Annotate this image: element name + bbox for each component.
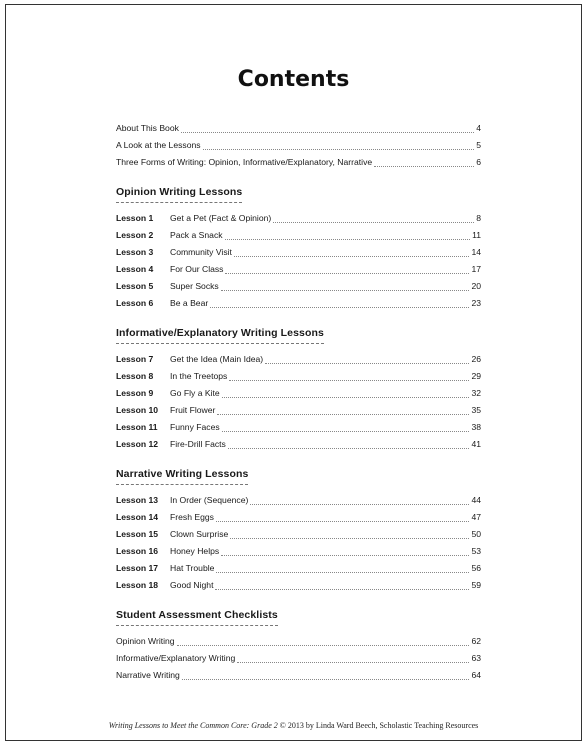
lesson-number: Lesson 14 bbox=[116, 512, 159, 522]
lesson-number: Lesson 2 bbox=[116, 230, 154, 240]
toc-entry bbox=[116, 154, 481, 171]
lesson-number: Lesson 15 bbox=[116, 529, 159, 539]
page-number: 11 bbox=[472, 230, 481, 240]
page-number: 47 bbox=[471, 512, 481, 522]
section-heading: Opinion Writing Lessons bbox=[116, 186, 242, 203]
footer-copyright: © 2013 by Linda Ward Beech, Scholastic Teaching Resources bbox=[279, 721, 479, 730]
toc-entry bbox=[116, 368, 481, 385]
toc-entry bbox=[116, 120, 481, 137]
toc-entry bbox=[116, 577, 481, 594]
lesson-number: Lesson 9 bbox=[116, 388, 154, 398]
toc-section bbox=[116, 464, 481, 594]
page-number: 53 bbox=[471, 546, 481, 556]
lesson-number: Lesson 17 bbox=[116, 563, 159, 573]
toc-entry bbox=[116, 650, 481, 667]
lesson-number: Lesson 6 bbox=[116, 298, 154, 308]
lesson-number: Lesson 3 bbox=[116, 247, 154, 257]
footer-book-title: Writing Lessons to Meet the Common Core: Grade 2 bbox=[108, 721, 278, 730]
entry-title: Opinion Writing bbox=[116, 636, 175, 646]
toc-section bbox=[116, 605, 481, 684]
toc-entry bbox=[116, 543, 481, 560]
page-number: 23 bbox=[471, 298, 481, 308]
entry-title: Narrative Writing bbox=[116, 670, 180, 680]
toc-entry bbox=[116, 633, 481, 650]
entry-title: Informative/Explanatory Writing bbox=[116, 653, 236, 663]
entry-title: Fruit Flower bbox=[170, 405, 216, 415]
page-number: 20 bbox=[471, 281, 481, 291]
dot-leader bbox=[177, 645, 470, 646]
toc-entry bbox=[116, 261, 481, 278]
toc-entry bbox=[116, 295, 481, 312]
toc-entry bbox=[116, 137, 481, 154]
toc-entry bbox=[116, 509, 481, 526]
toc-entry bbox=[116, 385, 481, 402]
toc-entry bbox=[116, 402, 481, 419]
entry-title: Pack a Snack bbox=[170, 230, 223, 240]
page-number: 4 bbox=[476, 123, 481, 133]
page-number: 32 bbox=[471, 388, 481, 398]
entry-title: Funny Faces bbox=[170, 422, 220, 432]
lesson-number: Lesson 1 bbox=[116, 213, 154, 223]
page-number: 44 bbox=[471, 495, 481, 505]
dot-leader bbox=[216, 572, 469, 573]
entry-title: Hat Trouble bbox=[170, 563, 215, 573]
toc-entry bbox=[116, 227, 481, 244]
dot-leader bbox=[225, 273, 469, 274]
page-number: 59 bbox=[471, 580, 481, 590]
page-number: 50 bbox=[471, 529, 481, 539]
page-number: 6 bbox=[476, 157, 481, 167]
dot-leader bbox=[273, 222, 474, 223]
page-number: 56 bbox=[471, 563, 481, 573]
entry-title: Super Socks bbox=[170, 281, 219, 291]
lesson-number: Lesson 16 bbox=[116, 546, 159, 556]
toc-section bbox=[116, 182, 481, 312]
toc-entry bbox=[116, 351, 481, 368]
page-number: 64 bbox=[471, 670, 481, 680]
toc-entry bbox=[116, 419, 481, 436]
dot-leader bbox=[215, 589, 469, 590]
dot-leader bbox=[221, 290, 470, 291]
dot-leader bbox=[217, 414, 469, 415]
intro-entries bbox=[116, 120, 481, 171]
dot-leader bbox=[234, 256, 470, 257]
page-number: 5 bbox=[476, 140, 481, 150]
entry-title: In the Treetops bbox=[170, 371, 228, 381]
page-number: 63 bbox=[471, 653, 481, 663]
dot-leader bbox=[228, 448, 470, 449]
dot-leader bbox=[250, 504, 469, 505]
section-heading: Student Assessment Checklists bbox=[116, 609, 278, 626]
lesson-number: Lesson 7 bbox=[116, 354, 154, 364]
entry-title: Honey Helps bbox=[170, 546, 220, 556]
page-number: 26 bbox=[471, 354, 481, 364]
section-heading: Informative/Explanatory Writing Lessons bbox=[116, 327, 324, 344]
page-number: 14 bbox=[471, 247, 481, 257]
page-footer bbox=[6, 721, 581, 730]
toc-entry bbox=[116, 492, 481, 509]
toc-entry bbox=[116, 244, 481, 261]
lesson-number: Lesson 10 bbox=[116, 405, 159, 415]
dot-leader bbox=[265, 363, 469, 364]
entry-title: Three Forms of Writing: Opinion, Informative/Explanatory, Narrative bbox=[116, 157, 373, 167]
dot-leader bbox=[225, 239, 471, 240]
page-number: 17 bbox=[471, 264, 481, 274]
lesson-number: Lesson 18 bbox=[116, 580, 159, 590]
dot-leader bbox=[374, 166, 474, 167]
entry-title: In Order (Sequence) bbox=[170, 495, 249, 505]
dot-leader bbox=[203, 149, 475, 150]
toc-entry bbox=[116, 278, 481, 295]
entry-title: Get the Idea (Main Idea) bbox=[170, 354, 264, 364]
table-of-contents bbox=[116, 120, 481, 684]
entry-title: Good Night bbox=[170, 580, 214, 590]
dot-leader bbox=[222, 431, 470, 432]
entry-title: Fresh Eggs bbox=[170, 512, 214, 522]
dot-leader bbox=[182, 679, 470, 680]
entry-title: Fire-Drill Facts bbox=[170, 439, 226, 449]
toc-entry bbox=[116, 667, 481, 684]
entry-title: Community Visit bbox=[170, 247, 232, 257]
entry-title: Go Fly a Kite bbox=[170, 388, 220, 398]
lesson-number: Lesson 13 bbox=[116, 495, 159, 505]
lesson-number: Lesson 12 bbox=[116, 439, 159, 449]
toc-entry bbox=[116, 436, 481, 453]
entry-title: For Our Class bbox=[170, 264, 224, 274]
lesson-number: Lesson 4 bbox=[116, 264, 154, 274]
entry-title: A Look at the Lessons bbox=[116, 140, 201, 150]
dot-leader bbox=[229, 380, 469, 381]
dot-leader bbox=[210, 307, 469, 308]
page-title: Contents bbox=[237, 67, 350, 92]
dot-leader bbox=[222, 397, 470, 398]
lesson-number: Lesson 11 bbox=[116, 422, 158, 432]
page-number: 29 bbox=[471, 371, 481, 381]
entry-title: About This Book bbox=[116, 123, 179, 133]
page-number: 41 bbox=[471, 439, 481, 449]
dot-leader bbox=[216, 521, 469, 522]
toc-entry bbox=[116, 560, 481, 577]
toc-section bbox=[116, 323, 481, 453]
document-page bbox=[5, 4, 582, 741]
dot-leader bbox=[230, 538, 469, 539]
page-number: 62 bbox=[471, 636, 481, 646]
toc-entry bbox=[116, 210, 481, 227]
lesson-number: Lesson 5 bbox=[116, 281, 154, 291]
page-number: 8 bbox=[476, 213, 481, 223]
page-number: 38 bbox=[471, 422, 481, 432]
section-heading: Narrative Writing Lessons bbox=[116, 468, 248, 485]
page-number: 35 bbox=[471, 405, 481, 415]
dot-leader bbox=[237, 662, 469, 663]
lesson-number: Lesson 8 bbox=[116, 371, 154, 381]
entry-title: Be a Bear bbox=[170, 298, 209, 308]
toc-entry bbox=[116, 526, 481, 543]
entry-title: Get a Pet (Fact & Opinion) bbox=[170, 213, 272, 223]
dot-leader bbox=[221, 555, 469, 556]
entry-title: Clown Surprise bbox=[170, 529, 229, 539]
dot-leader bbox=[181, 132, 474, 133]
